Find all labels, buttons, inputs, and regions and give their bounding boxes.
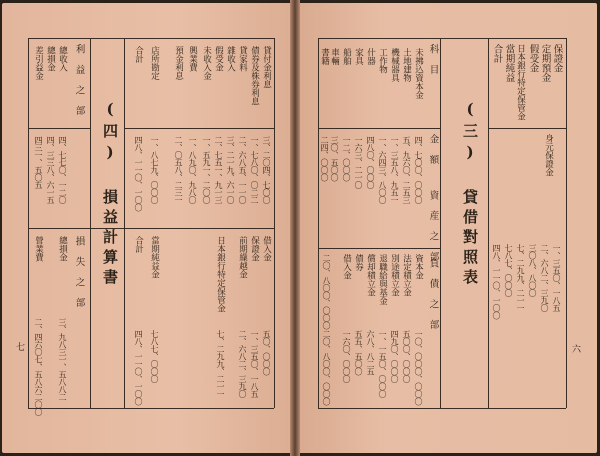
amount: 一六〇、〇〇〇 — [342, 330, 351, 383]
amount: 一、三五〇、一八五 — [250, 330, 259, 398]
list-item: 總損金 — [45, 46, 56, 72]
list-item: 差引益金 — [33, 46, 44, 80]
amount: 一、一五〇、〇〇〇 — [378, 330, 387, 398]
amount: 二、七五一、九一三 — [214, 136, 223, 204]
list-item: 預金利息 — [173, 46, 184, 80]
amount: 五〇〇、〇〇〇 — [402, 330, 411, 383]
amount: 二、〇五八、二三一 — [174, 136, 183, 204]
amount: 二四、〇〇〇 — [320, 136, 329, 181]
balance-sheet-title: (三) 貸借對照表 — [461, 100, 479, 289]
income-statement-title: (四) 損益計算書 — [101, 100, 119, 289]
amount: 一、八七九、〇〇〇 — [150, 136, 159, 204]
amount: 一二、〇〇〇 — [342, 136, 351, 181]
list-item: 合計 — [491, 44, 503, 63]
list-item: 書籍 — [319, 48, 330, 65]
list-item: 債券及株券利息 — [249, 46, 260, 106]
amount: 二、六八二、三九〇 — [540, 244, 549, 312]
loss-header: 損 失 之 部 — [73, 236, 85, 307]
amount: 七、二九九、二一一 — [216, 330, 225, 398]
amount: 一〇、〇〇〇、〇〇〇 — [414, 330, 423, 405]
amount: 四、三三八、六一五 — [46, 136, 55, 204]
list-item: 假受金 — [527, 44, 539, 73]
profit-header: 利 益 之 部 — [73, 44, 85, 115]
amount: 六八、八二五 — [366, 330, 375, 375]
list-item: 定期預金 — [539, 44, 551, 82]
amount: 一、三五〇、一八五 — [552, 244, 561, 312]
amount: 四八、一一〇、一〇〇 — [134, 330, 143, 405]
amount: 四九〇、〇〇〇 — [390, 330, 399, 383]
rule — [28, 228, 274, 229]
asset-header: 資 産 之 部 — [427, 190, 439, 261]
rule — [28, 38, 274, 39]
rule — [318, 128, 440, 129]
amount: 一、八九〇、九八〇 — [188, 136, 197, 204]
list-item: 借入金 — [261, 236, 272, 262]
list-item: 退職給與基金 — [377, 254, 388, 305]
page-number-left: 七 — [16, 343, 26, 353]
list-item: 貸家料 — [237, 46, 248, 72]
list-item: 合計 — [133, 46, 144, 63]
amount: 五〇、〇〇〇 — [262, 330, 271, 375]
rule — [124, 128, 274, 129]
amount: 七八七、〇〇〇 — [150, 330, 159, 383]
amount: 三、九八三一、五八八二 — [58, 318, 67, 401]
list-item: 工作物 — [377, 48, 388, 74]
column-header-amount: 金 額 — [427, 134, 439, 164]
amount: 二、六八二、三九〇 — [238, 330, 247, 398]
list-item: 法定積立金 — [401, 254, 412, 297]
list-item: 車輛 — [329, 48, 340, 65]
rule — [318, 248, 440, 249]
amount: 四八〇、〇〇〇 — [366, 136, 375, 189]
liability-header: 負 債 之 部 — [427, 258, 439, 329]
list-item: 總損金 — [57, 236, 68, 262]
list-item: 償却積立金 — [365, 254, 376, 297]
amount: 一、三五八、九五一 — [390, 136, 399, 204]
rule — [488, 128, 566, 129]
list-item: 土地建物 — [401, 48, 412, 82]
amount: 一六三、二一〇 — [354, 136, 363, 189]
amount: 五五、五〇〇 — [354, 330, 363, 375]
side-note: 身元保證金 — [543, 134, 554, 177]
list-item: 雜收入 — [225, 46, 236, 72]
list-item: 什器 — [365, 48, 376, 65]
list-item: 未拂込資本金 — [413, 48, 424, 99]
amount: 五、九六〇、二五三 — [402, 136, 411, 204]
amount: 三〇八、八〇〇 — [528, 244, 537, 297]
amount: 四三一、五〇五 — [34, 136, 43, 189]
list-item: 機械器具 — [389, 48, 400, 82]
list-item: 船舶 — [341, 48, 352, 65]
rule — [274, 38, 275, 408]
list-item: 別途積立金 — [389, 254, 400, 297]
list-item: 貸付金利息 — [261, 46, 272, 89]
list-item: 營業費 — [33, 236, 44, 262]
list-item: 當期純益 — [503, 44, 515, 82]
list-item: 前期繰越金 — [237, 236, 248, 279]
list-item: 保證金 — [249, 236, 260, 262]
rule — [28, 408, 274, 409]
amount: 三、二〇四、七〇〇 — [262, 136, 271, 204]
rule — [124, 38, 125, 408]
amount: 四八、一一〇、一〇〇 — [492, 244, 501, 319]
amount: 一、六四三、八〇〇 — [378, 136, 387, 204]
list-item: 店所勘定 — [149, 46, 160, 80]
list-item: 借入金 — [341, 254, 352, 280]
amount: 二、四六〇七、五八六二〇〇 — [34, 318, 43, 416]
list-item: 總收入 — [57, 46, 68, 72]
rule — [318, 408, 566, 409]
amount: 四、七七〇、一二〇 — [58, 136, 67, 204]
amount: 三〇、五〇〇 — [330, 136, 339, 181]
list-item: 日本銀行特定保管金 — [215, 236, 226, 313]
amount: 七八七、〇〇〇 — [504, 244, 513, 297]
rule — [566, 38, 567, 408]
list-item: 債券 — [353, 254, 364, 271]
column-header-item: 科 目 — [427, 44, 439, 74]
amount: 三、二一九、六一〇 — [226, 136, 235, 204]
rule — [440, 38, 441, 408]
rule — [90, 38, 91, 408]
list-item: 未收入金 — [201, 46, 212, 80]
list-item: 保證金 — [551, 44, 563, 73]
assets-total: 二〇、八〇〇、〇〇〇 — [322, 254, 331, 329]
list-item: 興業費 — [187, 46, 198, 72]
liabilities-total: 二〇、八〇〇、〇〇〇 — [322, 330, 331, 405]
list-item: 當期純益金 — [149, 236, 160, 279]
amount: 四、七〇〇、〇〇〇 — [414, 136, 423, 204]
rule — [28, 128, 90, 129]
amount: 一、七八〇、〇二二 — [250, 136, 259, 204]
amount: 七、二九九、二一一 — [516, 244, 525, 312]
page-number-right: 六 — [572, 345, 582, 355]
rule — [488, 38, 489, 408]
rule — [28, 38, 29, 408]
list-item: 日本銀行特定保管金 — [515, 44, 526, 121]
amount: 一、五九一、二〇〇 — [202, 136, 211, 204]
rule — [318, 38, 319, 408]
list-item: 合計 — [133, 236, 144, 253]
list-item: 資本金 — [413, 254, 424, 280]
list-item: 家具 — [353, 48, 364, 65]
book-gutter — [290, 0, 300, 456]
amount: 四八、一一〇、一〇〇 — [134, 136, 143, 211]
rule — [318, 38, 566, 39]
list-item: 假受金 — [213, 46, 224, 72]
amount: 二、六八五、一一〇 — [238, 136, 247, 204]
